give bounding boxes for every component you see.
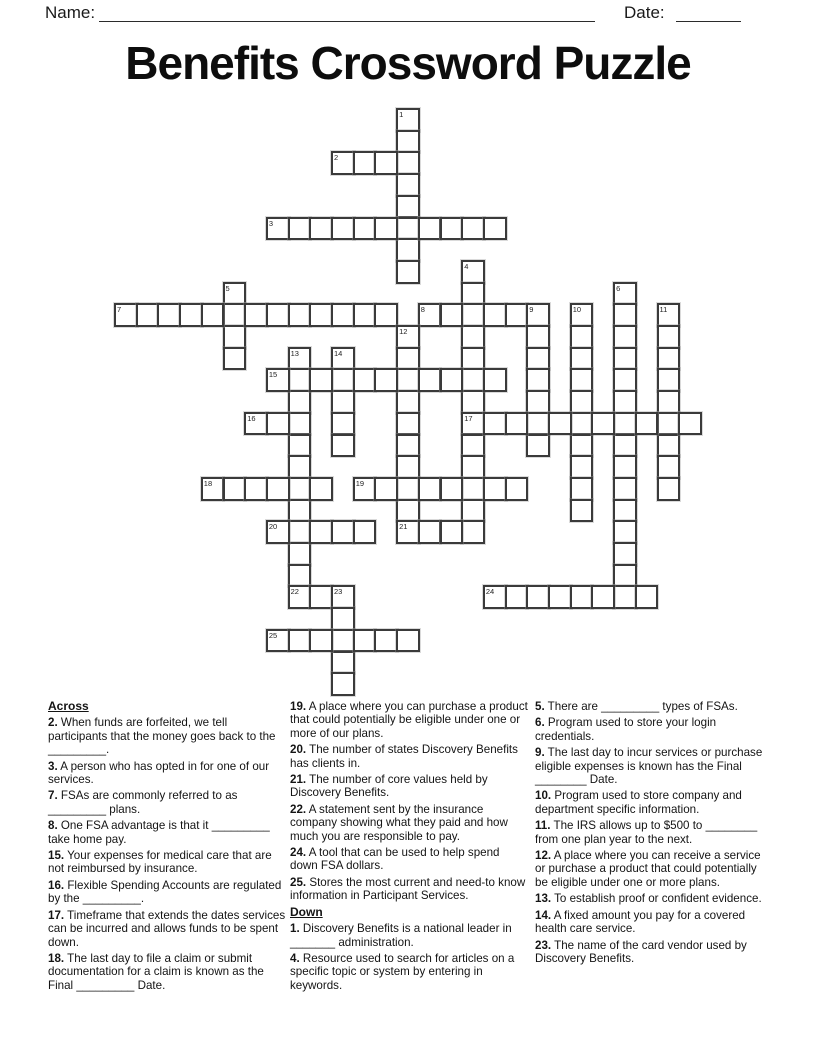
clue-15: 15. Your expenses for medical care that are not reimbursed by insurance. bbox=[48, 849, 272, 876]
grid-cell[interactable] bbox=[657, 455, 681, 479]
clue-column-2 bbox=[290, 700, 530, 995]
grid-cell[interactable] bbox=[461, 390, 485, 414]
grid-cell[interactable] bbox=[244, 412, 268, 436]
grid-cell[interactable] bbox=[483, 477, 507, 501]
grid-cell[interactable] bbox=[657, 390, 681, 414]
grid-cell[interactable] bbox=[440, 303, 464, 327]
cell-number: 22 bbox=[290, 587, 299, 597]
grid-cell[interactable] bbox=[461, 282, 485, 306]
grid-cell[interactable] bbox=[136, 303, 160, 327]
grid-cell[interactable] bbox=[613, 347, 637, 371]
clue-8: 8. One FSA advantage is that it _________ take home pay. bbox=[48, 819, 270, 846]
grid-cell[interactable] bbox=[396, 434, 420, 458]
grid-cell[interactable] bbox=[613, 282, 637, 306]
grid-cell[interactable] bbox=[613, 434, 637, 458]
grid-cell[interactable] bbox=[353, 151, 377, 175]
grid-cell[interactable] bbox=[526, 303, 550, 327]
grid-cell[interactable] bbox=[288, 217, 312, 241]
grid-cell[interactable] bbox=[331, 651, 355, 675]
clue-24: 24. A tool that can be used to help spend down FSA dollars. bbox=[290, 846, 500, 873]
grid-cell[interactable] bbox=[613, 325, 637, 349]
grid-cell[interactable] bbox=[331, 672, 355, 696]
grid-cell[interactable] bbox=[461, 325, 485, 349]
grid-cell[interactable] bbox=[331, 585, 355, 609]
grid-cell[interactable] bbox=[353, 629, 377, 653]
grid-cell[interactable] bbox=[570, 303, 594, 327]
grid-cell[interactable] bbox=[353, 303, 377, 327]
grid-cell[interactable] bbox=[331, 520, 355, 544]
grid-cell[interactable] bbox=[591, 585, 615, 609]
grid-cell[interactable] bbox=[288, 499, 312, 523]
grid-cell[interactable] bbox=[396, 217, 420, 241]
grid-cell[interactable] bbox=[288, 434, 312, 458]
cell-number: 1 bbox=[399, 110, 404, 119]
cell-number: 19 bbox=[355, 478, 365, 488]
cell-number: 17 bbox=[464, 413, 473, 423]
grid-cell[interactable] bbox=[288, 477, 312, 501]
grid-cell[interactable] bbox=[288, 542, 312, 566]
grid-cell[interactable] bbox=[288, 585, 312, 609]
grid-cell[interactable] bbox=[309, 585, 333, 609]
grid-cell[interactable] bbox=[526, 368, 550, 392]
grid-cell[interactable] bbox=[266, 368, 290, 392]
cell-number: 8 bbox=[420, 305, 425, 315]
grid-cell[interactable] bbox=[244, 303, 268, 327]
grid-cell[interactable] bbox=[657, 477, 681, 501]
grid-cell[interactable] bbox=[635, 585, 659, 609]
cell-number: 14 bbox=[334, 348, 343, 358]
cell-number: 16 bbox=[247, 413, 256, 423]
cell-number: 5 bbox=[225, 283, 230, 293]
grid-cell[interactable] bbox=[440, 477, 464, 501]
clue-7: 7. FSAs are commonly referred to as _________ plans. bbox=[48, 789, 238, 816]
grid-cell[interactable] bbox=[288, 520, 312, 544]
grid-cell[interactable] bbox=[309, 629, 333, 653]
grid-cell[interactable] bbox=[505, 585, 529, 609]
grid-cell[interactable] bbox=[353, 477, 377, 501]
grid-cell[interactable] bbox=[331, 217, 355, 241]
grid-cell[interactable] bbox=[591, 412, 615, 436]
grid-cell[interactable] bbox=[331, 607, 355, 631]
grid-cell[interactable] bbox=[396, 390, 420, 414]
grid-cell[interactable] bbox=[266, 629, 290, 653]
grid-cell[interactable] bbox=[309, 368, 333, 392]
grid-cell[interactable] bbox=[613, 499, 637, 523]
grid-cell[interactable] bbox=[505, 412, 529, 436]
grid-cell[interactable] bbox=[396, 260, 420, 284]
grid-cell[interactable] bbox=[223, 347, 247, 371]
grid-cell[interactable] bbox=[526, 347, 550, 371]
grid-cell[interactable] bbox=[461, 347, 485, 371]
grid-cell[interactable] bbox=[331, 629, 355, 653]
grid-cell[interactable] bbox=[331, 434, 355, 458]
clue-11: 11. The IRS allows up to $500 to ________ from one plan year to the next. bbox=[535, 819, 758, 846]
grid-cell[interactable] bbox=[374, 477, 398, 501]
grid-cell[interactable] bbox=[461, 368, 485, 392]
grid-cell[interactable] bbox=[418, 217, 442, 241]
grid-cell[interactable] bbox=[440, 368, 464, 392]
clue-21: 21. The number of core values held by Discovery Benefits. bbox=[290, 773, 488, 800]
across-header: Across bbox=[48, 699, 89, 713]
grid-cell[interactable] bbox=[288, 303, 312, 327]
grid-cell[interactable] bbox=[396, 368, 420, 392]
grid-cell[interactable] bbox=[331, 151, 355, 175]
grid-cell[interactable] bbox=[657, 412, 681, 436]
grid-cell[interactable] bbox=[548, 412, 572, 436]
grid-cell[interactable] bbox=[396, 629, 420, 653]
grid-cell[interactable] bbox=[461, 520, 485, 544]
grid-cell[interactable] bbox=[657, 325, 681, 349]
grid-cell[interactable] bbox=[461, 434, 485, 458]
grid-cell[interactable] bbox=[440, 520, 464, 544]
cell-number: 23 bbox=[334, 587, 343, 597]
grid-cell[interactable] bbox=[157, 303, 181, 327]
grid-cell[interactable] bbox=[461, 499, 485, 523]
cell-number: 25 bbox=[268, 630, 278, 640]
grid-cell[interactable] bbox=[353, 368, 377, 392]
grid-cell[interactable] bbox=[613, 585, 637, 609]
grid-cell[interactable] bbox=[483, 412, 507, 436]
grid-cell[interactable] bbox=[331, 390, 355, 414]
clue-25: 25. Stores the most current and need-to know information in Participant Services. bbox=[290, 875, 526, 903]
grid-cell[interactable] bbox=[201, 477, 225, 501]
cell-number: 12 bbox=[399, 327, 408, 336]
grid-cell[interactable] bbox=[396, 520, 420, 544]
grid-cell[interactable] bbox=[461, 455, 485, 479]
grid-cell[interactable] bbox=[461, 477, 485, 501]
grid-cell[interactable] bbox=[266, 217, 290, 241]
down-header: Down bbox=[290, 904, 323, 919]
grid-cell[interactable] bbox=[396, 173, 420, 197]
grid-cell[interactable] bbox=[396, 499, 420, 523]
grid-cell[interactable] bbox=[396, 412, 420, 436]
grid-cell[interactable] bbox=[570, 499, 594, 523]
clue-20: 20. The number of states Discovery Benefits has clients in. bbox=[290, 743, 518, 770]
grid-cell[interactable] bbox=[548, 585, 572, 609]
date-label: Date: bbox=[624, 3, 665, 22]
grid-cell[interactable] bbox=[374, 629, 398, 653]
grid-cell[interactable] bbox=[570, 390, 594, 414]
grid-cell[interactable] bbox=[288, 412, 312, 436]
clue-16: 16. Flexible Spending Accounts are regulated by the _________. bbox=[48, 878, 282, 906]
clue-1: 1. Discovery Benefits is a national leader in _______ administration. bbox=[290, 922, 512, 949]
grid-cell[interactable] bbox=[505, 477, 529, 501]
grid-cell[interactable] bbox=[396, 347, 420, 371]
cell-number: 4 bbox=[464, 261, 469, 271]
grid-cell[interactable] bbox=[657, 347, 681, 371]
grid-cell[interactable] bbox=[526, 434, 550, 458]
grid-cell[interactable] bbox=[288, 347, 312, 371]
grid-cell[interactable] bbox=[483, 368, 507, 392]
grid-cell[interactable] bbox=[396, 238, 420, 262]
grid-cell[interactable] bbox=[266, 303, 290, 327]
grid-cell[interactable] bbox=[353, 217, 377, 241]
grid-cell[interactable] bbox=[418, 303, 442, 327]
clue-19: 19. A place where you can purchase a product that could potentially be eligible under one or more of our plans. bbox=[290, 700, 528, 740]
grid-cell[interactable] bbox=[678, 412, 702, 436]
grid-cell[interactable] bbox=[526, 390, 550, 414]
grid-cell[interactable] bbox=[244, 477, 268, 501]
grid-cell[interactable] bbox=[288, 368, 312, 392]
clue-9: 9. The last day to incur services or purchase eligible expenses is known has the Final ________ Date. bbox=[535, 746, 763, 787]
page-title: Benefits Crossword Puzzle bbox=[125, 37, 691, 89]
grid-cell[interactable] bbox=[288, 455, 312, 479]
grid-cell[interactable] bbox=[461, 260, 485, 284]
clue-2: 2. When funds are forfeited, we tell participants that the money goes back to the _________. bbox=[48, 716, 276, 757]
grid-cell[interactable] bbox=[374, 151, 398, 175]
grid-cell[interactable] bbox=[309, 303, 333, 327]
grid-cell[interactable] bbox=[418, 520, 442, 544]
cell-number: 18 bbox=[203, 478, 213, 488]
grid-cell[interactable] bbox=[374, 217, 398, 241]
cell-number: 13 bbox=[290, 348, 299, 358]
cell-number: 24 bbox=[485, 587, 495, 597]
grid-cell[interactable] bbox=[613, 412, 637, 436]
cell-number: 21 bbox=[399, 522, 408, 532]
grid-cell[interactable] bbox=[570, 368, 594, 392]
cell-number: 7 bbox=[117, 305, 122, 315]
grid-cell[interactable] bbox=[570, 434, 594, 458]
grid-cell[interactable] bbox=[331, 347, 355, 371]
grid-cell[interactable] bbox=[418, 368, 442, 392]
grid-cell[interactable] bbox=[483, 217, 507, 241]
clue-5: 5. There are _________ types of FSAs. bbox=[535, 700, 738, 713]
grid-cell[interactable] bbox=[266, 412, 290, 436]
grid-cell[interactable] bbox=[288, 564, 312, 588]
grid-cell[interactable] bbox=[613, 303, 637, 327]
cell-number: 10 bbox=[572, 305, 582, 315]
cell-number: 2 bbox=[334, 153, 339, 163]
grid-cell[interactable] bbox=[570, 347, 594, 371]
grid-cell[interactable] bbox=[657, 303, 681, 327]
grid-cell[interactable] bbox=[613, 455, 637, 479]
cell-number: 11 bbox=[659, 305, 668, 315]
cell-number: 20 bbox=[268, 522, 278, 532]
grid-cell[interactable] bbox=[288, 629, 312, 653]
grid-cell[interactable] bbox=[179, 303, 203, 327]
grid-cell[interactable] bbox=[613, 520, 637, 544]
grid-cell[interactable] bbox=[223, 303, 247, 327]
grid-cell[interactable] bbox=[374, 368, 398, 392]
clue-6: 6. Program used to store your login credentials. bbox=[535, 716, 717, 743]
grid-cell[interactable] bbox=[396, 325, 420, 349]
grid-cell[interactable] bbox=[331, 412, 355, 436]
grid-cell[interactable] bbox=[418, 477, 442, 501]
grid-cell[interactable] bbox=[613, 390, 637, 414]
grid-cell[interactable] bbox=[396, 108, 420, 132]
grid-cell[interactable] bbox=[266, 477, 290, 501]
clue-column-1 bbox=[48, 700, 286, 995]
grid-cell[interactable] bbox=[223, 477, 247, 501]
grid-cell[interactable] bbox=[570, 455, 594, 479]
clue-23: 23. The name of the card vendor used by Discovery Benefits. bbox=[535, 938, 747, 965]
clue-17: 17. Timeframe that extends the dates services can be incurred and allows funds to be spent down. bbox=[48, 908, 286, 949]
grid-cell[interactable] bbox=[570, 585, 594, 609]
grid-cell[interactable] bbox=[505, 303, 529, 327]
grid-cell[interactable] bbox=[374, 303, 398, 327]
grid-cell[interactable] bbox=[396, 195, 420, 219]
grid-cell[interactable] bbox=[570, 412, 594, 436]
clue-22: 22. A statement sent by the insurance company showing what they paid and how much you are responsible to pay. bbox=[290, 802, 508, 843]
grid-cell[interactable] bbox=[526, 585, 550, 609]
grid-cell[interactable] bbox=[309, 477, 333, 501]
grid-cell[interactable] bbox=[613, 368, 637, 392]
cell-number: 6 bbox=[616, 283, 621, 293]
grid-cell[interactable] bbox=[526, 412, 550, 436]
cell-number: 9 bbox=[529, 305, 534, 315]
grid-cell[interactable] bbox=[613, 564, 637, 588]
grid-cell[interactable] bbox=[309, 520, 333, 544]
grid-cell[interactable] bbox=[440, 217, 464, 241]
grid-cell[interactable] bbox=[201, 303, 225, 327]
clue-14: 14. A fixed amount you pay for a covered health care service. bbox=[535, 908, 746, 936]
clue-column-3 bbox=[535, 700, 767, 968]
cell-number: 15 bbox=[268, 370, 278, 380]
clue-13: 13. To establish proof or confident evidence. bbox=[535, 892, 762, 906]
grid-cell[interactable] bbox=[613, 542, 637, 566]
grid-cell[interactable] bbox=[396, 477, 420, 501]
grid-cell[interactable] bbox=[266, 520, 290, 544]
clue-10: 10. Program used to store company and department specific information. bbox=[535, 789, 742, 816]
grid-cell[interactable] bbox=[309, 217, 333, 241]
grid-cell[interactable] bbox=[396, 151, 420, 175]
grid-cell[interactable] bbox=[396, 455, 420, 479]
grid-cell[interactable] bbox=[288, 390, 312, 414]
grid-cell[interactable] bbox=[613, 477, 637, 501]
grid-cell[interactable] bbox=[461, 217, 485, 241]
grid-cell[interactable] bbox=[223, 325, 247, 349]
grid-cell[interactable] bbox=[570, 477, 594, 501]
cell-number: 3 bbox=[268, 218, 274, 228]
name-label: Name: bbox=[45, 3, 96, 22]
grid-cell[interactable] bbox=[570, 325, 594, 349]
grid-cell[interactable] bbox=[114, 303, 138, 327]
grid-cell[interactable] bbox=[331, 368, 355, 392]
grid-cell[interactable] bbox=[483, 303, 507, 327]
grid-cell[interactable] bbox=[526, 325, 550, 349]
grid-cell[interactable] bbox=[461, 412, 485, 436]
grid-cell[interactable] bbox=[331, 303, 355, 327]
grid-cell[interactable] bbox=[483, 585, 507, 609]
clue-18: 18. The last day to file a claim or submit documentation for a claim is known as the Final _________ Date. bbox=[48, 951, 264, 992]
grid-cell[interactable] bbox=[353, 520, 377, 544]
clue-4: 4. Resource used to search for articles on a specific topic or system by entering in keywords. bbox=[290, 951, 515, 992]
grid-cell[interactable] bbox=[461, 303, 485, 327]
grid-cell[interactable] bbox=[396, 130, 420, 154]
grid-cell[interactable] bbox=[657, 368, 681, 392]
clue-3: 3. A person who has opted in for one of our services. bbox=[48, 759, 270, 787]
clue-12: 12. A place where you can receive a service or purchase a product that could potentially be eligible under one or more plans. bbox=[535, 849, 761, 889]
grid-cell[interactable] bbox=[223, 282, 247, 306]
grid-cell[interactable] bbox=[635, 412, 659, 436]
grid-cell[interactable] bbox=[657, 434, 681, 458]
